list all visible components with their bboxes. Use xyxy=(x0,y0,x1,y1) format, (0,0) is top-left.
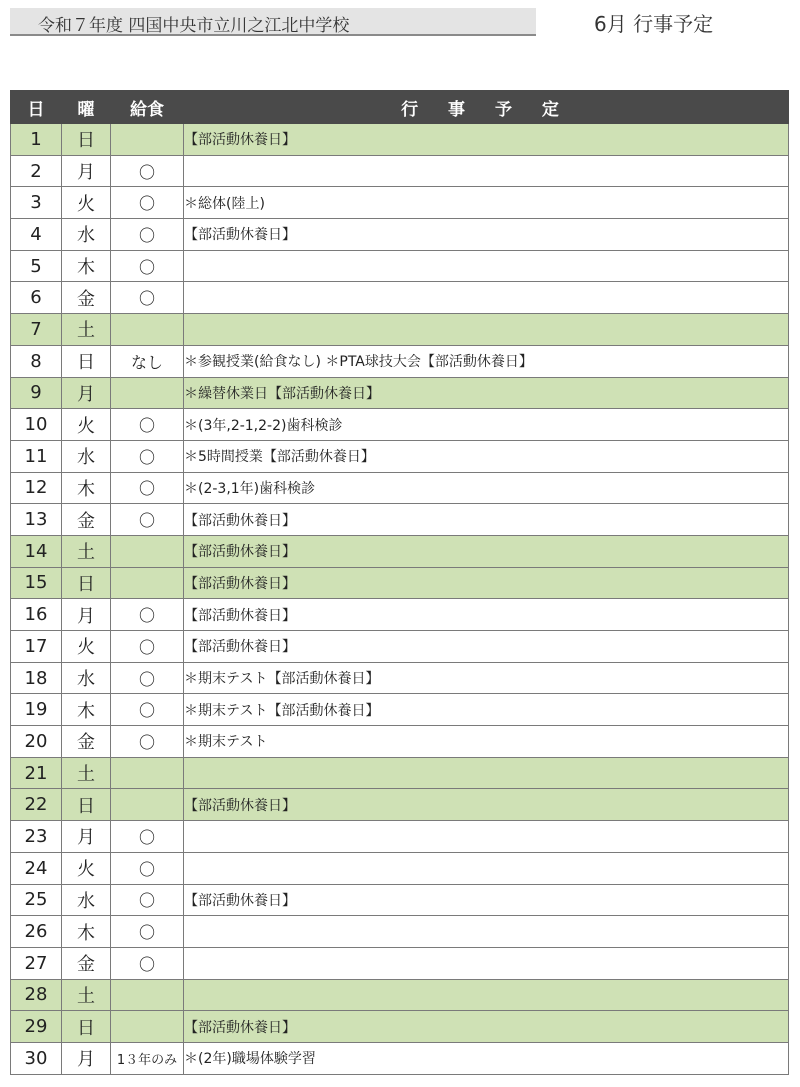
lunch-cell: 〇 xyxy=(111,250,184,282)
lunch-cell xyxy=(111,979,184,1011)
month-title: 6月 行事予定 xyxy=(594,12,714,36)
event-cell: 【部活動休養日】 xyxy=(184,504,789,536)
day-cell: 13 xyxy=(11,504,62,536)
day-cell: 7 xyxy=(11,314,62,346)
weekday-cell: 水 xyxy=(62,440,111,472)
weekday-cell: 木 xyxy=(62,250,111,282)
event-cell xyxy=(184,155,789,187)
table-row xyxy=(11,440,789,472)
table-row xyxy=(11,757,789,789)
table-row xyxy=(11,916,789,948)
event-cell: ＊(2-3,1年)歯科検診 xyxy=(184,472,789,504)
lunch-cell: 〇 xyxy=(111,916,184,948)
lunch-cell: 〇 xyxy=(111,884,184,916)
table-row xyxy=(11,662,789,694)
event-cell: 【部活動休養日】 xyxy=(184,1011,789,1043)
lunch-cell: 〇 xyxy=(111,472,184,504)
lunch-cell: 〇 xyxy=(111,662,184,694)
table-row xyxy=(11,250,789,282)
column-header-weekday: 曜 xyxy=(62,91,111,124)
day-cell: 17 xyxy=(11,631,62,663)
weekday-cell: 日 xyxy=(62,1011,111,1043)
day-cell: 12 xyxy=(11,472,62,504)
day-cell: 8 xyxy=(11,345,62,377)
column-header-events: 行 事 予 定 xyxy=(184,91,789,124)
weekday-cell: 火 xyxy=(62,187,111,219)
weekday-cell: 水 xyxy=(62,884,111,916)
event-cell xyxy=(184,916,789,948)
weekday-cell: 土 xyxy=(62,314,111,346)
weekday-cell: 木 xyxy=(62,472,111,504)
day-cell: 26 xyxy=(11,916,62,948)
day-cell: 20 xyxy=(11,726,62,758)
table-row xyxy=(11,535,789,567)
event-cell xyxy=(184,314,789,346)
event-cell xyxy=(184,979,789,1011)
table-row xyxy=(11,1042,789,1074)
day-cell: 19 xyxy=(11,694,62,726)
table-row xyxy=(11,599,789,631)
weekday-cell: 水 xyxy=(62,219,111,251)
table-row xyxy=(11,155,789,187)
event-cell xyxy=(184,852,789,884)
event-cell xyxy=(184,757,789,789)
column-header-day: 日 xyxy=(11,91,62,124)
table-row xyxy=(11,409,789,441)
lunch-cell xyxy=(111,789,184,821)
event-cell: 【部活動休養日】 xyxy=(184,124,789,156)
event-cell: 【部活動休養日】 xyxy=(184,789,789,821)
day-cell: 30 xyxy=(11,1042,62,1074)
lunch-cell: 〇 xyxy=(111,440,184,472)
lunch-cell: 〇 xyxy=(111,726,184,758)
weekday-cell: 火 xyxy=(62,852,111,884)
table-row xyxy=(11,694,789,726)
lunch-cell: 〇 xyxy=(111,599,184,631)
event-cell xyxy=(184,947,789,979)
lunch-cell: 〇 xyxy=(111,821,184,853)
table-row xyxy=(11,726,789,758)
lunch-cell: 〇 xyxy=(111,504,184,536)
weekday-cell: 土 xyxy=(62,535,111,567)
lunch-cell: 〇 xyxy=(111,947,184,979)
day-cell: 29 xyxy=(11,1011,62,1043)
table-row xyxy=(11,631,789,663)
event-cell: ＊(3年,2-1,2-2)歯科検診 xyxy=(184,409,789,441)
weekday-cell: 土 xyxy=(62,979,111,1011)
day-cell: 4 xyxy=(11,219,62,251)
table-row xyxy=(11,219,789,251)
day-cell: 15 xyxy=(11,567,62,599)
event-cell: ＊総体(陸上) xyxy=(184,187,789,219)
event-cell: ＊期末テスト【部活動休養日】 xyxy=(184,694,789,726)
lunch-cell xyxy=(111,377,184,409)
day-cell: 24 xyxy=(11,852,62,884)
event-cell: ＊繰替休業日【部活動休養日】 xyxy=(184,377,789,409)
lunch-cell xyxy=(111,567,184,599)
weekday-cell: 木 xyxy=(62,694,111,726)
table-row xyxy=(11,567,789,599)
lunch-cell: 〇 xyxy=(111,694,184,726)
table-row xyxy=(11,947,789,979)
event-cell xyxy=(184,821,789,853)
event-cell: 【部活動休養日】 xyxy=(184,535,789,567)
event-cell: ＊期末テスト xyxy=(184,726,789,758)
lunch-cell: 1３年のみ xyxy=(111,1042,184,1074)
day-cell: 2 xyxy=(11,155,62,187)
school-name: 令和７年度 四国中央市立川之江北中学校 xyxy=(38,16,350,36)
column-header-lunch: 給食 xyxy=(111,91,184,124)
day-cell: 9 xyxy=(11,377,62,409)
lunch-cell: 〇 xyxy=(111,219,184,251)
event-cell: 【部活動休養日】 xyxy=(184,599,789,631)
day-cell: 23 xyxy=(11,821,62,853)
event-cell: 【部活動休養日】 xyxy=(184,219,789,251)
table-row xyxy=(11,852,789,884)
day-cell: 27 xyxy=(11,947,62,979)
day-cell: 3 xyxy=(11,187,62,219)
lunch-cell: 〇 xyxy=(111,282,184,314)
table-row xyxy=(11,314,789,346)
table-row xyxy=(11,821,789,853)
day-cell: 18 xyxy=(11,662,62,694)
table-row xyxy=(11,187,789,219)
event-cell: 【部活動休養日】 xyxy=(184,567,789,599)
schedule-table xyxy=(10,90,789,1075)
weekday-cell: 金 xyxy=(62,282,111,314)
weekday-cell: 月 xyxy=(62,155,111,187)
weekday-cell: 木 xyxy=(62,916,111,948)
table-row xyxy=(11,789,789,821)
lunch-cell: 〇 xyxy=(111,155,184,187)
table-row xyxy=(11,504,789,536)
weekday-cell: 月 xyxy=(62,821,111,853)
day-cell: 6 xyxy=(11,282,62,314)
table-row xyxy=(11,472,789,504)
table-row xyxy=(11,124,789,156)
table-row xyxy=(11,884,789,916)
weekday-cell: 月 xyxy=(62,599,111,631)
schedule-body xyxy=(11,124,789,1075)
weekday-cell: 日 xyxy=(62,345,111,377)
weekday-cell: 火 xyxy=(62,631,111,663)
table-row xyxy=(11,377,789,409)
table-row xyxy=(11,345,789,377)
lunch-cell: 〇 xyxy=(111,409,184,441)
event-cell: ＊5時間授業【部活動休養日】 xyxy=(184,440,789,472)
lunch-cell xyxy=(111,535,184,567)
event-cell: ＊参観授業(給食なし) ＊PTA球技大会【部活動休養日】 xyxy=(184,345,789,377)
lunch-cell xyxy=(111,757,184,789)
lunch-cell: 〇 xyxy=(111,631,184,663)
day-cell: 14 xyxy=(11,535,62,567)
day-cell: 16 xyxy=(11,599,62,631)
event-cell: 【部活動休養日】 xyxy=(184,631,789,663)
day-cell: 1 xyxy=(11,124,62,156)
weekday-cell: 土 xyxy=(62,757,111,789)
lunch-cell: なし xyxy=(111,345,184,377)
day-cell: 11 xyxy=(11,440,62,472)
lunch-cell xyxy=(111,124,184,156)
day-cell: 28 xyxy=(11,979,62,1011)
school-header-bar xyxy=(10,8,536,36)
event-cell xyxy=(184,250,789,282)
day-cell: 10 xyxy=(11,409,62,441)
table-header-row xyxy=(11,91,789,124)
weekday-cell: 日 xyxy=(62,567,111,599)
weekday-cell: 金 xyxy=(62,947,111,979)
lunch-cell: 〇 xyxy=(111,187,184,219)
weekday-cell: 月 xyxy=(62,1042,111,1074)
weekday-cell: 水 xyxy=(62,662,111,694)
day-cell: 25 xyxy=(11,884,62,916)
table-row xyxy=(11,1011,789,1043)
lunch-cell xyxy=(111,1011,184,1043)
event-cell: ＊(2年)職場体験学習 xyxy=(184,1042,789,1074)
table-row xyxy=(11,979,789,1011)
lunch-cell xyxy=(111,314,184,346)
table-row xyxy=(11,282,789,314)
day-cell: 21 xyxy=(11,757,62,789)
event-cell: 【部活動休養日】 xyxy=(184,884,789,916)
day-cell: 5 xyxy=(11,250,62,282)
event-cell xyxy=(184,282,789,314)
weekday-cell: 金 xyxy=(62,726,111,758)
weekday-cell: 日 xyxy=(62,789,111,821)
weekday-cell: 日 xyxy=(62,124,111,156)
event-cell: ＊期末テスト【部活動休養日】 xyxy=(184,662,789,694)
weekday-cell: 月 xyxy=(62,377,111,409)
day-cell: 22 xyxy=(11,789,62,821)
lunch-cell: 〇 xyxy=(111,852,184,884)
weekday-cell: 金 xyxy=(62,504,111,536)
weekday-cell: 火 xyxy=(62,409,111,441)
